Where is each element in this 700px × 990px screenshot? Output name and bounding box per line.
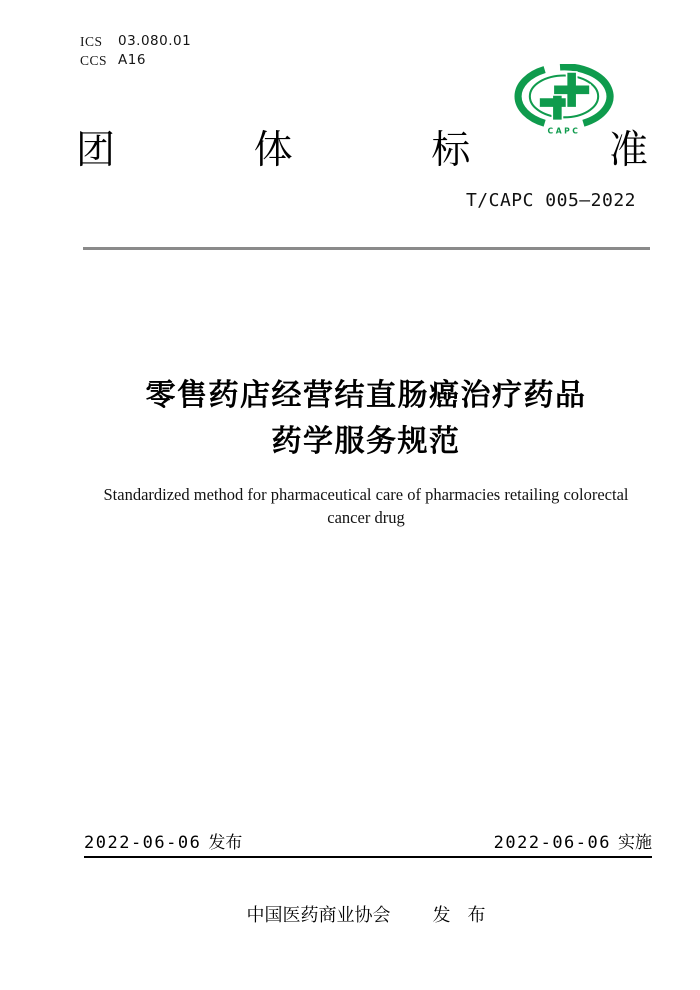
footer-dates <box>84 832 652 854</box>
issue-date-value: 2022-06-06 <box>84 833 202 853</box>
document-title-cn-line1: 零售药店经营结直肠癌治疗药品 <box>145 379 587 412</box>
banner-char-4: 准 <box>608 129 648 172</box>
capc-logo <box>513 64 615 137</box>
banner-char-2: 体 <box>253 129 293 172</box>
document-title-cn <box>66 373 666 465</box>
logo-ellipse-icon <box>530 76 598 118</box>
ics-code <box>80 32 191 51</box>
ccs-label: CCS <box>80 53 108 68</box>
classification-codes <box>80 32 191 70</box>
top-divider <box>83 247 650 250</box>
implementation-date-value: 2022-06-06 <box>493 833 611 853</box>
issue-date-label: 发布 <box>208 833 243 852</box>
ics-value: 03.080.01 <box>118 33 192 49</box>
document-title-cn-line2: 药学服务规范 <box>271 425 461 458</box>
standard-category-banner <box>76 126 648 173</box>
implementation-date-label: 实施 <box>618 833 652 852</box>
logo-left-arc-icon <box>518 70 545 124</box>
ics-label: ICS <box>80 34 103 49</box>
banner-char-1: 团 <box>76 129 116 172</box>
document-title-en-line1: Standardized method for pharmaceutical care of pharmacies retailing colorectal <box>103 485 629 504</box>
ccs-value: A16 <box>118 52 146 68</box>
publisher-name: 中国医药商业协会 <box>246 905 391 925</box>
publisher-line <box>66 903 666 927</box>
ccs-code <box>80 51 191 70</box>
logo-acronym: CAPC <box>547 126 581 136</box>
banner-char-3: 标 <box>431 129 471 172</box>
implementation-date <box>494 832 652 854</box>
standard-number: T/CAPC 005—2022 <box>465 190 636 211</box>
document-title-en-line2: cancer drug <box>327 508 405 527</box>
document-title-en <box>50 483 682 529</box>
bottom-divider <box>84 856 652 858</box>
publish-action-label: 发 布 <box>432 905 486 925</box>
issue-date <box>84 832 242 854</box>
